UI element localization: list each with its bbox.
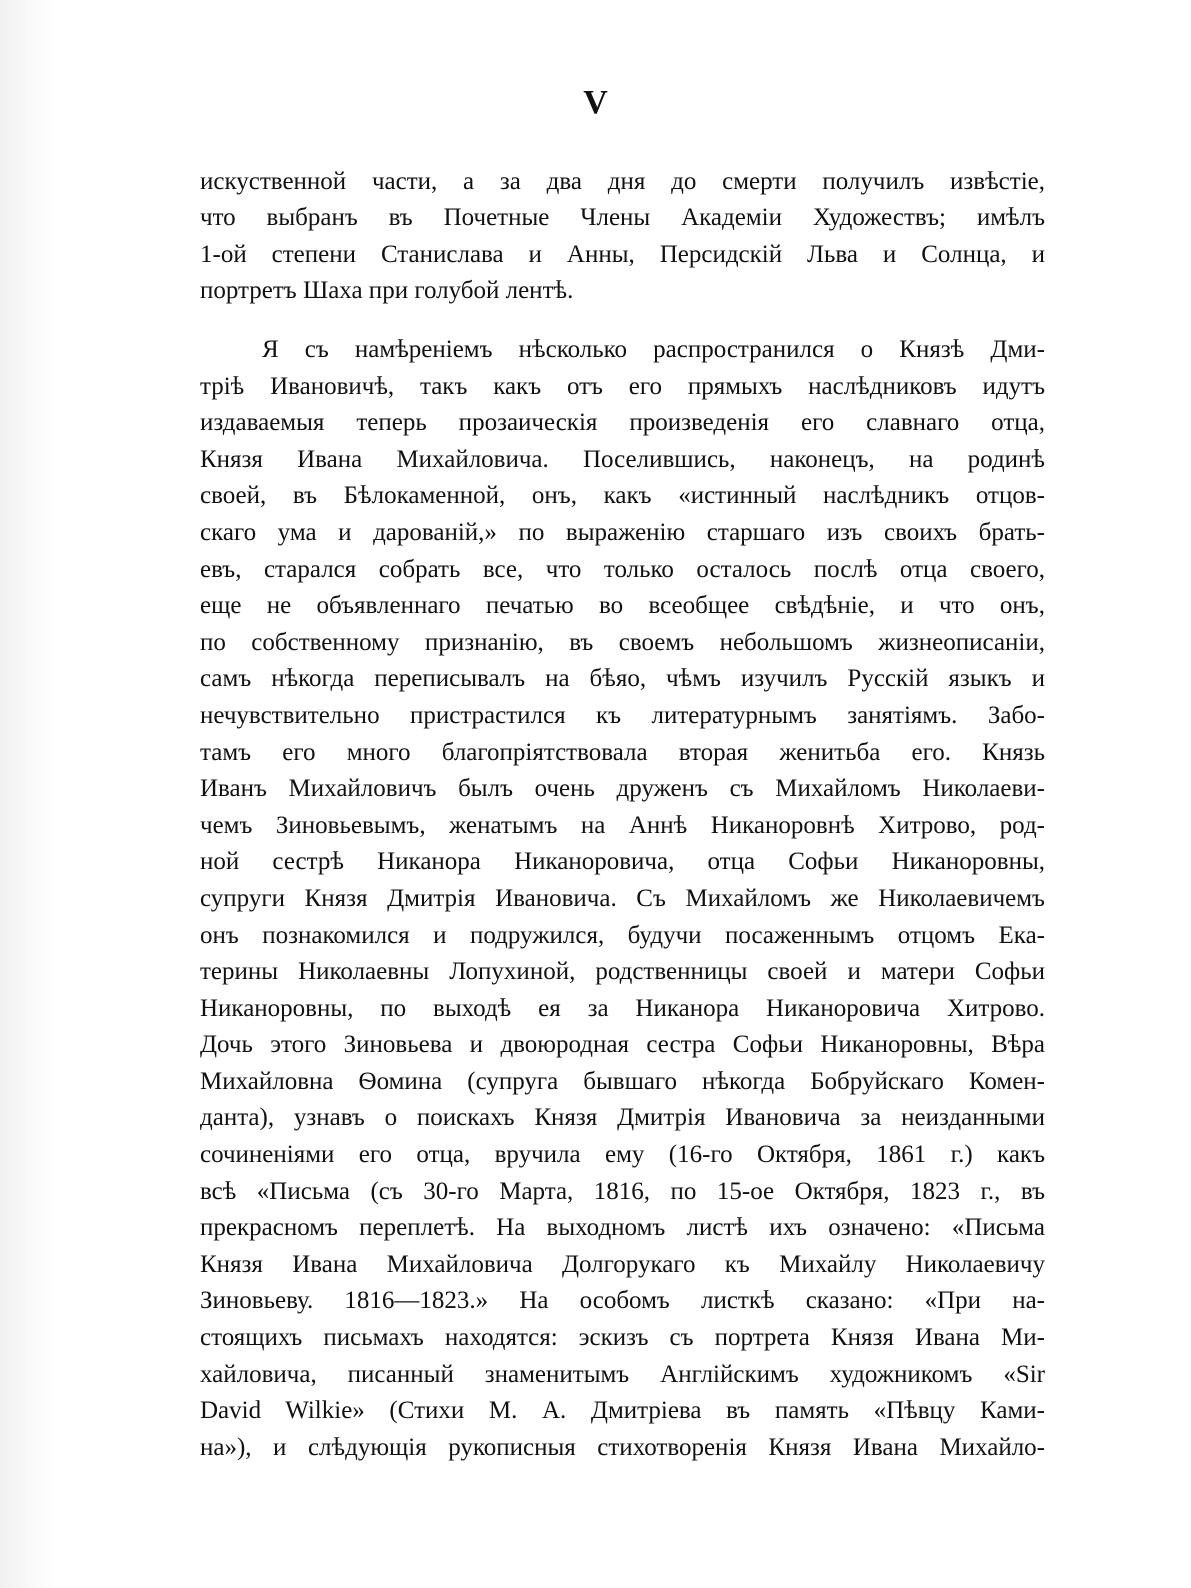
text-line: прекрасномъ переплетѣ. На выходномъ листѣ ихъ означено: «Письма xyxy=(200,1214,1045,1242)
text-line: на»), и слѣдующія рукописныя стихотворенія Князя Ивана Михайло- xyxy=(200,1433,1045,1461)
text-line: по собственному признанію, въ своемъ небольшомъ жизнеописаніи, xyxy=(200,628,1045,656)
text-line: всѣ «Письма (съ 30-го Марта, 1816, по 15-ое Октября, 1823 г., въ xyxy=(200,1177,1045,1205)
text-line: тамъ его много благопріятствовала вторая женитьба его. Князь xyxy=(200,738,1045,766)
text-line: супруги Князя Дмитрія Ивановича. Съ Михайломъ же Николаевичемъ xyxy=(200,884,1045,912)
text-line: онъ познакомился и подружился, будучи посаженнымъ отцомъ Ека- xyxy=(200,921,1045,949)
text-line: нечувствительно пристрастился къ литературнымъ занятіямъ. Забо- xyxy=(200,701,1045,729)
text-line: Михайловна Ѳомина (супруга бывшаго нѣкогда Бобруйскаго Комен- xyxy=(200,1067,1045,1095)
text-line: скаго ума и дарованій,» по выраженію старшаго изъ своихъ брать- xyxy=(200,518,1045,546)
text-line: евъ, старался собрать все, что только осталось послѣ отца своего, xyxy=(200,555,1045,583)
paragraph-1 xyxy=(200,164,1045,310)
text-line: чемъ Зиновьевымъ, женатымъ на Аннѣ Никаноровнѣ Хитрово, род- xyxy=(200,811,1045,839)
text-line: самъ нѣкогда переписывалъ на бѣяо, чѣмъ изучилъ Русскій языкъ и xyxy=(200,665,1045,693)
text-line: Я съ намѣреніемъ нѣсколько распространился о Князѣ Дми- xyxy=(262,336,1045,363)
text-line: что выбранъ въ Почетные Члены Академіи Художествъ; имѣлъ xyxy=(200,204,1045,232)
text-line: данта), узнавъ о поискахъ Князя Дмитрія Ивановича за неизданными xyxy=(200,1104,1045,1132)
text-line: Князя Ивана Михайловича Долгорукаго къ Михайлу Николаевичу xyxy=(200,1250,1045,1278)
text-line: терины Николаевны Лопухиной, родственницы своей и матери Софьи xyxy=(200,958,1045,986)
text-line: Зиновьеву. 1816—1823.» На особомъ листкѣ сказано: «При на- xyxy=(200,1287,1045,1315)
text-line: David Wilkie» (Стихи М. А. Дмитріева въ память «Пѣвцу Ками- xyxy=(200,1397,1045,1425)
text-line: стоящихъ письмахъ находятся: эскизъ съ портрета Князя Ивана Ми- xyxy=(200,1324,1045,1352)
text-line: хайловича, писанный знаменитымъ Англійскимъ художникомъ «Sir xyxy=(200,1360,1045,1388)
text-line: искуственной части, а за два дня до смерти получилъ извѣстіе, xyxy=(200,168,1045,195)
text-line: Дочь этого Зиновьева и двоюродная сестра Софьи Никаноровны, Вѣра xyxy=(200,1031,1045,1059)
text-line: еще не объявленнаго печатью во всеобщее свѣдѣніе, и что онъ, xyxy=(200,592,1045,620)
scan-edge-shadow xyxy=(0,0,55,1588)
text-line: 1-ой степени Станислава и Анны, Персидскій Льва и Солнца, и xyxy=(200,240,1045,268)
text-line: Князя Ивана Михайловича. Поселившись, наконецъ, на родинѣ xyxy=(200,445,1045,473)
text-line: ной сестрѣ Никанора Никаноровича, отца Софьи Никаноровны, xyxy=(200,848,1045,876)
text-line: Никаноровны, по выходѣ ея за Никанора Никаноровича Хитрово. xyxy=(200,994,1045,1022)
text-line: сочиненіями его отца, вручила ему (16-го Октября, 1861 г.) какъ xyxy=(200,1141,1045,1169)
text-line: издаваемыя теперь прозаическія произведенія его славнаго отца, xyxy=(200,409,1045,437)
text-line: тріѣ Ивановичѣ, такъ какъ отъ его прямыхъ наслѣдниковъ идутъ xyxy=(200,372,1045,400)
text-line: Иванъ Михайловичъ былъ очень друженъ съ Михайломъ Николаеви- xyxy=(200,775,1045,803)
text-line: портретъ Шаха при голубой лентѣ. xyxy=(200,277,574,305)
paragraph-2 xyxy=(200,332,1045,1466)
text-line: своей, въ Бѣлокаменной, онъ, какъ «истинный наслѣдникъ отцов- xyxy=(200,482,1045,510)
page-number: V xyxy=(583,84,608,121)
